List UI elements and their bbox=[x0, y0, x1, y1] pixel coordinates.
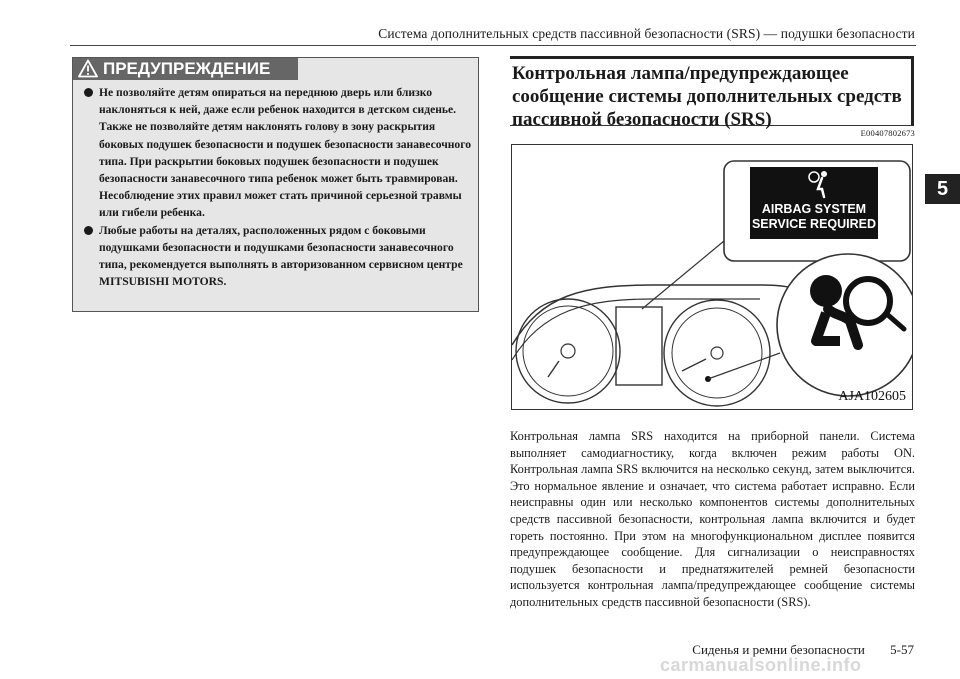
watermark: carmanualsonline.info bbox=[660, 655, 862, 675]
section-heading: Контрольная лампа/предупреждающее сообщение системы дополнительных средств пассивной безопасности (SRS) bbox=[510, 56, 914, 126]
warning-item-text: Также не позволяйте детям наклонять голову в зону раскрытия боковых подушек безопасности и подушек безопасности занавесочного типа. При раскрытии боковых подушек безопасности и подушек безопасности занавесочного типа ребенок может быть травмирован. bbox=[99, 120, 472, 186]
document-code: E00407802673 bbox=[860, 128, 915, 138]
instrument-cluster-figure bbox=[511, 144, 913, 410]
warning-banner bbox=[73, 58, 298, 80]
warning-item-text: Не позволяйте детям опираться на переднюю дверь или близко наклоняться к ней, даже если ребенок находится в детском сиденье. bbox=[99, 86, 457, 117]
warning-box bbox=[72, 57, 479, 312]
display-line-1: AIRBAG SYSTEM bbox=[761, 202, 867, 216]
warning-label: ПРЕДУПРЕЖДЕНИЕ bbox=[103, 59, 271, 78]
warning-item bbox=[81, 84, 472, 222]
page-header: Система дополнительных средств пассивной безопасности (SRS) — подушки безопасности bbox=[378, 26, 915, 41]
bullet-icon bbox=[84, 88, 93, 97]
instrument-cluster-illustration bbox=[512, 145, 913, 410]
warning-item-text: Несоблюдение этих правил может стать причиной серьезной травмы или гибели ребенка. bbox=[99, 189, 462, 220]
warning-list bbox=[81, 84, 472, 290]
figure-label: AJA102605 bbox=[838, 389, 906, 404]
body-paragraph: Контрольная лампа SRS находится на приборной панели. Система выполняет самодиагностику, когда включен режим работы ON. Контрольная лампа SRS включится на несколько секунд, затем выключится. Это нормальное явление и означает, что система работает исправно. Если неисправны один или несколько компонентов системы дополнительных средств пассивной безопасности, контрольная лампа включится и будет гореть постоянно. При этом на многофункциональном дисплее появится предупреждающее сообщение. Для сигнализации о неисправностях подушек безопасности и преднатяжителей ремней безопасности используется контрольная лампа/предупреждающее сообщение системы дополнительных средств пассивной безопасности (SRS). bbox=[510, 429, 915, 609]
warning-item-text: Любые работы на деталях, расположенных рядом с боковыми подушками безопасности и подушками безопасности занавесочного типа, рекомендуется выполнять в авторизованном сервисном центре MITSUBISHI MOTORS. bbox=[99, 223, 463, 289]
bullet-icon bbox=[84, 226, 93, 235]
header-rule bbox=[70, 45, 916, 46]
page-number: 5-57 bbox=[890, 642, 914, 657]
tachometer-icon bbox=[664, 300, 770, 406]
footer-section: Сиденья и ремни безопасности bbox=[692, 642, 865, 657]
chapter-tab: 5 bbox=[925, 174, 960, 204]
multi-information-display bbox=[616, 307, 662, 385]
warning-item bbox=[81, 222, 472, 291]
display-line-2: SERVICE REQUIRED bbox=[751, 217, 877, 231]
body-text bbox=[510, 428, 915, 611]
warning-triangle-icon bbox=[78, 59, 98, 78]
speedometer-icon bbox=[516, 299, 620, 403]
